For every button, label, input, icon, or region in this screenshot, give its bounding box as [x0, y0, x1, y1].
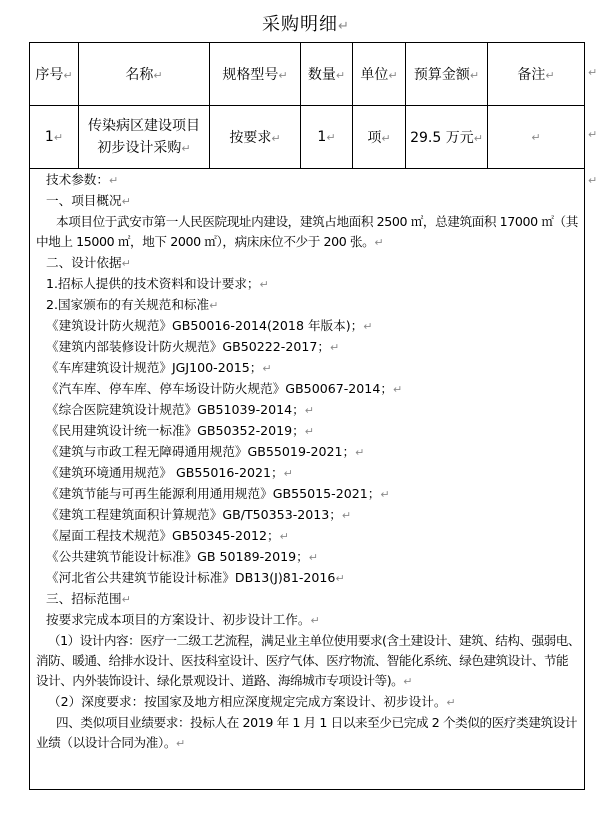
section-1-body: 本项目位于武安市第一人民医院现址内建设，建筑占地面积 2500 ㎡，总建筑面积 17000 ㎡（其中地上 15000 ㎡，地下 2000 ㎡），病床床位不少于 200 张。↵ — [36, 214, 578, 249]
cell-qty: 1↵ — [301, 106, 353, 169]
paragraph-mark-icon: ↵ — [209, 299, 219, 312]
paragraph-mark-icon: ↵ — [355, 446, 365, 459]
header-row — [30, 43, 585, 106]
paragraph-mark-icon: ↵ — [304, 404, 314, 417]
paragraph-mark-icon: ↵ — [53, 131, 64, 144]
paragraph-mark-icon: ↵ — [338, 19, 350, 34]
paragraph-mark-icon: ↵ — [121, 195, 131, 208]
standard-item: 《建筑与市政工程无障碍通用规范》GB55019-2021；↵ — [46, 444, 365, 459]
paragraph-mark-icon: ↵ — [326, 131, 336, 144]
paragraph-mark-icon: ↵ — [381, 132, 391, 145]
paragraph-mark-icon: ↵ — [181, 141, 191, 155]
paragraph-mark-icon: ↵ — [121, 593, 131, 606]
cell-name: 传染病区建设项目 初步设计采购↵ — [79, 106, 210, 169]
table-row — [30, 106, 585, 169]
section-2-item-1: 1.招标人提供的技术资料和设计要求；↵ — [46, 276, 269, 291]
paragraph-mark-icon: ↵ — [153, 69, 163, 82]
header-cell-note: 备注↵ — [488, 43, 585, 106]
paragraph-mark-icon: ↵ — [363, 320, 373, 333]
paragraph-mark-icon: ↵ — [121, 257, 131, 270]
paragraph-mark-icon: ↵ — [403, 675, 412, 688]
paragraph-mark-icon: ↵ — [335, 69, 346, 82]
paragraph-mark-icon: ↵ — [308, 551, 318, 564]
section-3-item-1: （1）设计内容：医疗一二级工艺流程，满足业主单位使用要求(含土建设计、建筑、结构、强弱电、消防、暖通、给排水设计、医技科室设计、医疗气体、医疗物流、智能化系统、绿色建筑设计、节能设计、内外装饰设计、绿化景观设计、道路、海绵城市专项设计等)。↵ — [36, 633, 580, 688]
header-cell-spec: 规格型号↵ — [210, 43, 301, 106]
section-1-title: 一、项目概况↵ — [46, 193, 131, 208]
paragraph-mark-icon: ↵ — [310, 614, 320, 627]
standard-item: 《汽车库、停车库、停车场设计防火规范》GB50067-2014；↵ — [46, 381, 403, 396]
tech-row — [30, 169, 585, 790]
tech-cell — [30, 169, 585, 790]
cell-note — [488, 106, 585, 169]
standard-item: 《建筑节能与可再生能源利用通用规范》GB55015-2021；↵ — [46, 486, 390, 501]
paragraph-mark-icon: ↵ — [304, 425, 314, 438]
paragraph-mark-icon: ↵ — [374, 236, 384, 249]
section-3-item-2: （2）深度要求：按国家及地方相应深度规定完成方案设计、初步设计。↵ — [48, 694, 456, 709]
paragraph-mark-icon: ↵ — [473, 132, 483, 145]
standard-item: 《公共建筑节能设计标准》GB 50189-2019；↵ — [46, 549, 318, 564]
standard-item: 《建筑环境通用规范》 GB55016-2021；↵ — [46, 465, 293, 480]
standard-item: 《建筑设计防火规范》GB50016-2014(2018 年版本)；↵ — [46, 318, 373, 333]
standard-item: 《河北省公共建筑节能设计标准》DB13(J)81-2016↵ — [46, 570, 345, 585]
header-cell-seq: 序号↵ — [30, 43, 79, 106]
paragraph-mark-icon: ↵ — [63, 69, 73, 82]
cell-unit: 项↵ — [353, 106, 406, 169]
cell-spec: 按要求↵ — [210, 106, 301, 169]
cell-seq: 1↵ — [30, 106, 79, 169]
paragraph-mark-icon: ↵ — [329, 341, 340, 354]
section-2-item-2: 2.国家颁布的有关规范和标准↵ — [46, 297, 219, 312]
paragraph-mark-icon: ↵ — [278, 69, 288, 82]
paragraph-mark-icon: ↵ — [279, 530, 289, 543]
procurement-table — [29, 42, 585, 790]
tech-params — [30, 169, 584, 754]
paragraph-mark-icon: ↵ — [341, 509, 352, 522]
row-end-mark-icon: ↵ — [588, 174, 598, 187]
paragraph-mark-icon: ↵ — [283, 467, 293, 480]
standard-item: 《综合医院建筑设计规范》GB51039-2014；↵ — [46, 402, 314, 417]
document-title — [0, 10, 612, 36]
header-cell-budget: 预算金额↵ — [406, 43, 488, 106]
section-3-title: 三、招标范围↵ — [46, 591, 131, 606]
row-end-mark-icon: ↵ — [588, 66, 598, 79]
section-4: 四、类似项目业绩要求：投标人在 2019 年 1 月 1 日以来至少已完成 2 个类似的医疗类建筑设计业绩（以设计合同为准）。↵ — [36, 715, 578, 750]
row-end-mark-icon: ↵ — [588, 128, 598, 141]
paragraph-mark-icon: ↵ — [392, 383, 403, 396]
paragraph-mark-icon: ↵ — [259, 278, 269, 291]
paragraph-mark-icon: ↵ — [531, 131, 541, 144]
paragraph-mark-icon: ↵ — [388, 69, 398, 82]
paragraph-mark-icon: ↵ — [176, 737, 185, 750]
section-3-body: 按要求完成本项目的方案设计、初步设计工作。↵ — [46, 612, 320, 627]
standard-item: 《屋面工程技术规范》GB50345-2012；↵ — [46, 528, 289, 543]
section-2-title: 二、设计依据↵ — [46, 255, 131, 270]
header-cell-qty: 数量↵ — [301, 43, 353, 106]
standard-item: 《建筑工程建筑面积计算规范》GB/T50353-2013；↵ — [46, 507, 352, 522]
paragraph-mark-icon: ↵ — [271, 132, 281, 145]
paragraph-mark-icon: ↵ — [469, 69, 480, 82]
paragraph-mark-icon: ↵ — [335, 572, 345, 585]
paragraph-mark-icon: ↵ — [262, 362, 272, 375]
paragraph-mark-icon: ↵ — [446, 696, 456, 709]
paragraph-mark-icon: ↵ — [108, 174, 119, 187]
tech-label: 技术参数：↵ — [46, 172, 119, 187]
header-cell-name: 名称↵ — [79, 43, 210, 106]
standard-item: 《车库建筑设计规范》JGJ100-2015；↵ — [46, 360, 272, 375]
document-title-text: 采购明细 — [262, 14, 339, 35]
standard-item: 《民用建筑设计统一标准》GB50352-2019；↵ — [46, 423, 314, 438]
paragraph-mark-icon: ↵ — [545, 69, 555, 82]
paragraph-mark-icon: ↵ — [380, 488, 390, 501]
standard-item: 《建筑内部装修设计防火规范》GB50222-2017；↵ — [46, 339, 340, 354]
cell-budget: 29.5 万元↵ — [406, 106, 488, 169]
header-cell-unit: 单位↵ — [353, 43, 406, 106]
